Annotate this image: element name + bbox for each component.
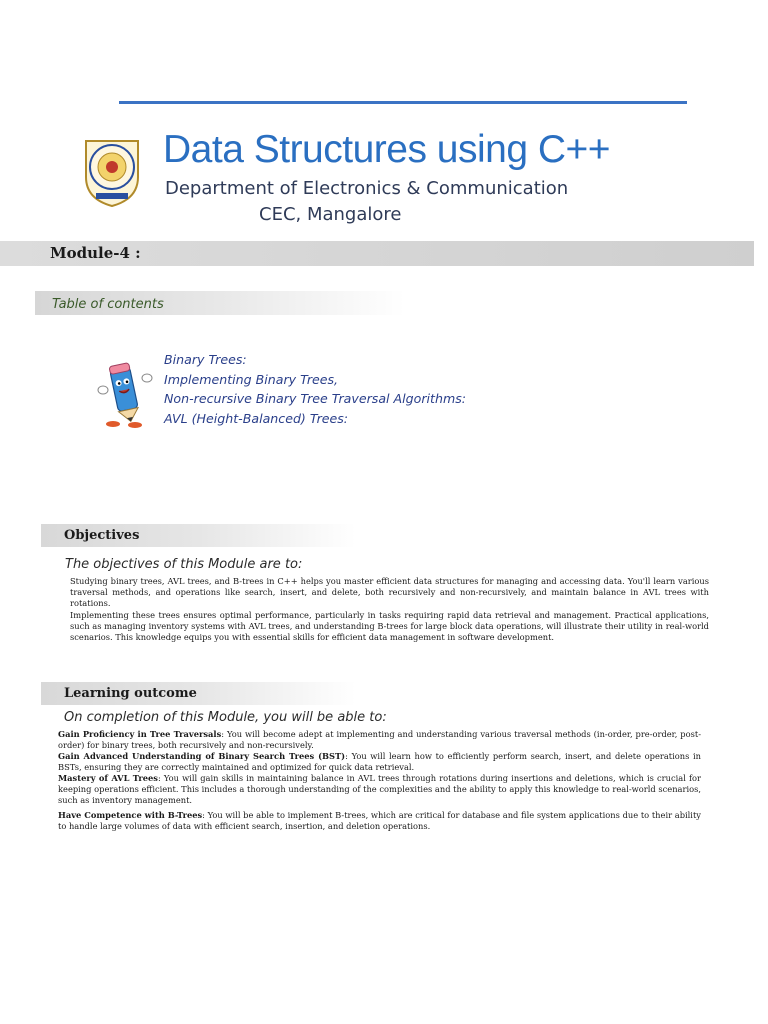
- pencil-mascot-icon: [95, 360, 155, 428]
- toc-item[interactable]: Non-recursive Binary Tree Traversal Algorithms:: [164, 391, 467, 406]
- toc-item[interactable]: Implementing Binary Trees,: [164, 371, 339, 387]
- learning-item-lead: Have Competence with B-Trees: [58, 810, 203, 820]
- toc-heading: Table of contents: [52, 297, 164, 312]
- college-name: CEC, Mangalore: [259, 204, 402, 225]
- module-label: Module-4 :: [50, 244, 141, 262]
- objectives-paragraph: Studying binary trees, AVL trees, and B-trees in C++ helps you master efficient data structures for managing and accessing data. You'll learn various traversal methods, and operations like search, insert, and delete, both recursively and non-recursively, and maintain balance in AVL trees with rotations.: [70, 576, 709, 608]
- toc-list: [164, 350, 466, 428]
- learning-intro: On completion of this Module, you will be able to:: [64, 710, 387, 725]
- learning-item: [58, 773, 701, 805]
- learning-item: [58, 810, 701, 832]
- objectives-heading: Objectives: [64, 528, 140, 543]
- learning-item-text: : You will gain skills in maintaining balance in AVL trees through rotations during insertions and deletions, which is crucial for keeping operations efficient. This includes a thorough understanding of the complexities and the ability to apply this knowledge to real-world scenarios, such as inventory management.: [58, 773, 702, 805]
- header-rule: [119, 101, 687, 104]
- learning-heading: Learning outcome: [64, 686, 197, 701]
- learning-item-text: : You will be able to implement B-trees, which are critical for database and file system applications due to their ability to handle large volumes of data with efficient search, insertion, and deletion operations.: [58, 810, 701, 831]
- objectives-intro: The objectives of this Module are to:: [65, 557, 303, 572]
- learning-item-lead: Mastery of AVL Trees: [58, 773, 158, 783]
- document-title: Data Structures using C++: [163, 128, 611, 171]
- learning-item-text: : You will learn how to efficiently perform search, insert, and delete operations in BSTs, ensuring they are correctly maintained and optimized for quick data retrieval.: [58, 751, 701, 772]
- college-seal-logo: [80, 133, 144, 208]
- learning-item-lead: Gain Proficiency in Tree Traversals: [58, 729, 222, 739]
- department-name: Department of Electronics & Communication: [165, 178, 569, 199]
- objectives-paragraph: Implementing these trees ensures optimal performance, particularly in tasks requiring rapid data retrieval and management. Practical applications, such as managing inventory systems with AVL trees, and understanding B-trees for large block data operations, will illustrate their utility in real-world scenarios. This knowledge equips you with essential skills for efficient data management in software development.: [70, 610, 709, 642]
- toc-item[interactable]: AVL (Height-Balanced) Trees:: [164, 410, 349, 426]
- learning-item-text: : You will become adept at implementing and understanding various traversal methods (in-order, pre-order, post-order) for binary trees, both recursively and non-recursively.: [58, 729, 701, 750]
- learning-item: [58, 729, 701, 751]
- learning-item-lead: Gain Advanced Understanding of Binary Search Trees (BST): [58, 751, 346, 761]
- toc-item[interactable]: Binary Trees:: [164, 352, 247, 367]
- learning-item: [58, 751, 701, 773]
